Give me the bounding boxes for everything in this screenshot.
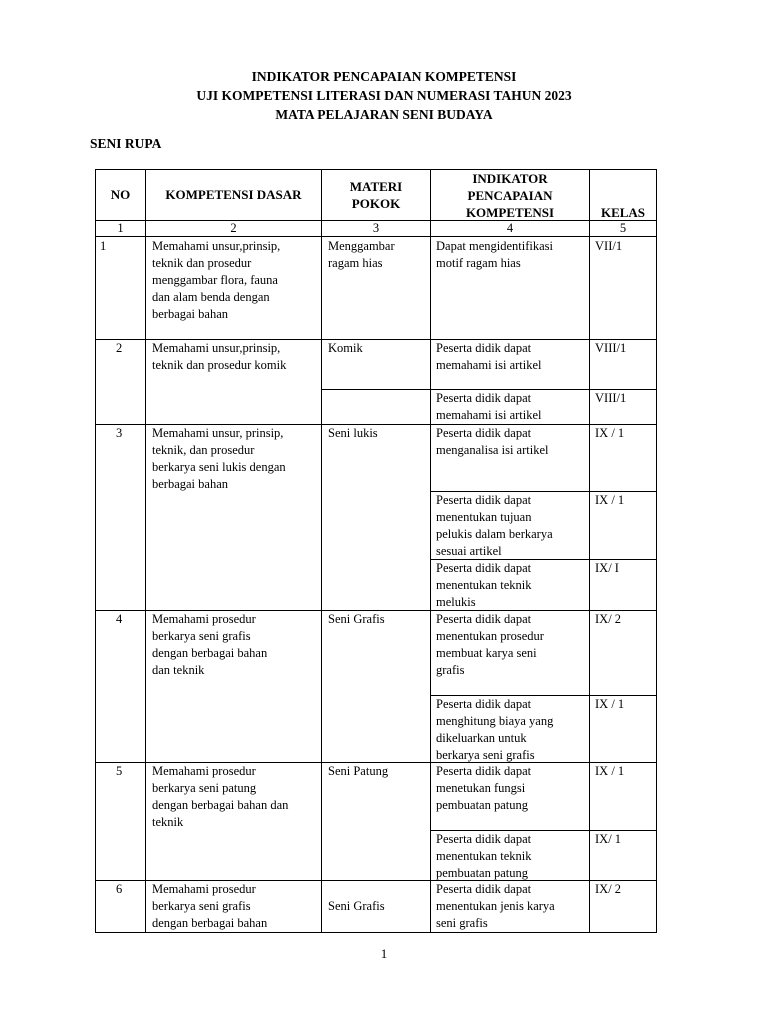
col-header-kompetensi-dasar: KOMPETENSI DASAR <box>165 187 302 202</box>
indikator-cell: Peserta didik dapat menentukan jenis karya seni grafis <box>436 882 555 930</box>
col-number: 5 <box>619 221 627 235</box>
kelas-cell: IX/ 1 <box>595 832 622 846</box>
col-number: 3 <box>372 221 380 235</box>
materi-pokok-cell: Seni lukis <box>328 426 378 440</box>
indikator-cell: Peserta didik dapat menentukan teknik melukis <box>436 561 532 609</box>
title-line-3: MATA PELAJARAN SENI BUDAYA <box>275 107 493 122</box>
row-number: 1 <box>100 239 107 253</box>
kompetensi-dasar-cell: Memahami prosedur berkarya seni patung dengan berbagai bahan dan teknik <box>152 764 289 829</box>
kelas-cell: IX / 1 <box>595 764 625 778</box>
kompetensi-dasar-cell: Memahami prosedur berkarya seni grafis dengan berbagai bahan <box>152 882 268 930</box>
kompetensi-dasar-cell: Memahami unsur, prinsip, teknik, dan prosedur berkarya seni lukis dengan berbagai bahan <box>152 426 286 491</box>
kelas-cell: IX/ 2 <box>595 612 622 626</box>
kompetensi-dasar-cell: Memahami unsur,prinsip, teknik dan prosedur komik <box>152 341 287 372</box>
section-heading: SENI RUPA <box>90 136 162 151</box>
indikator-cell: Peserta didik dapat menganalisa isi artikel <box>436 426 549 457</box>
kelas-cell: VIII/1 <box>595 391 627 405</box>
kelas-cell: VIII/1 <box>595 341 627 355</box>
materi-pokok-cell: Menggambar ragam hias <box>328 239 395 270</box>
materi-pokok-cell: Komik <box>328 341 363 355</box>
col-header-no: NO <box>110 187 131 202</box>
materi-pokok-cell: Seni Grafis <box>328 899 385 913</box>
kelas-cell: IX / 1 <box>595 426 625 440</box>
col-number: 4 <box>506 221 514 235</box>
kompetensi-dasar-cell: Memahami prosedur berkarya seni grafis dengan berbagai bahan dan teknik <box>152 612 268 677</box>
row-number: 4 <box>116 612 123 626</box>
row-number: 3 <box>116 426 123 440</box>
col-header-indikator: INDIKATOR PENCAPAIAN KOMPETENSI <box>465 171 555 220</box>
kelas-cell: IX / 1 <box>595 697 625 711</box>
col-number: 1 <box>117 221 124 235</box>
page-number: 1 <box>380 946 388 961</box>
kelas-cell: IX/ 2 <box>595 882 622 896</box>
col-header-materi-pokok: MATERI POKOK <box>349 179 403 211</box>
indikator-cell: Peserta didik dapat menghitung biaya yang dikeluarkan untuk berkarya seni grafis <box>436 697 554 762</box>
col-number: 2 <box>230 221 237 235</box>
title-line-2: UJI KOMPETENSI LITERASI DAN NUMERASI TAHUN 2023 <box>196 88 572 103</box>
indikator-cell: Dapat mengidentifikasi motif ragam hias <box>436 239 553 270</box>
row-number: 5 <box>116 764 123 778</box>
kelas-cell: VII/1 <box>595 239 623 253</box>
col-header-kelas: KELAS <box>600 205 646 220</box>
indikator-cell: Peserta didik dapat memahami isi artikel <box>436 341 542 372</box>
indikator-cell: Peserta didik dapat menetukan fungsi pembuatan patung <box>436 764 532 812</box>
materi-pokok-cell: Seni Grafis <box>328 612 385 626</box>
row-number: 6 <box>116 882 123 896</box>
title-line-1: INDIKATOR PENCAPAIAN KOMPETENSI <box>251 69 517 84</box>
indikator-cell: Peserta didik dapat menentukan prosedur membuat karya seni grafis <box>436 612 544 677</box>
materi-pokok-cell: Seni Patung <box>328 764 389 778</box>
indikator-cell: Peserta didik dapat menentukan teknik pembuatan patung <box>436 832 532 880</box>
kompetensi-dasar-cell: Memahami unsur,prinsip, teknik dan prosedur menggambar flora, fauna dan alam benda dengan berbagai bahan <box>152 239 281 321</box>
kelas-cell: IX / 1 <box>595 493 625 507</box>
kelas-cell: IX/ I <box>595 561 619 575</box>
indikator-cell: Peserta didik dapat menentukan tujuan pelukis dalam berkarya sesuai artikel <box>436 493 553 558</box>
row-number: 2 <box>116 341 123 355</box>
indikator-cell: Peserta didik dapat memahami isi artikel <box>436 391 542 422</box>
